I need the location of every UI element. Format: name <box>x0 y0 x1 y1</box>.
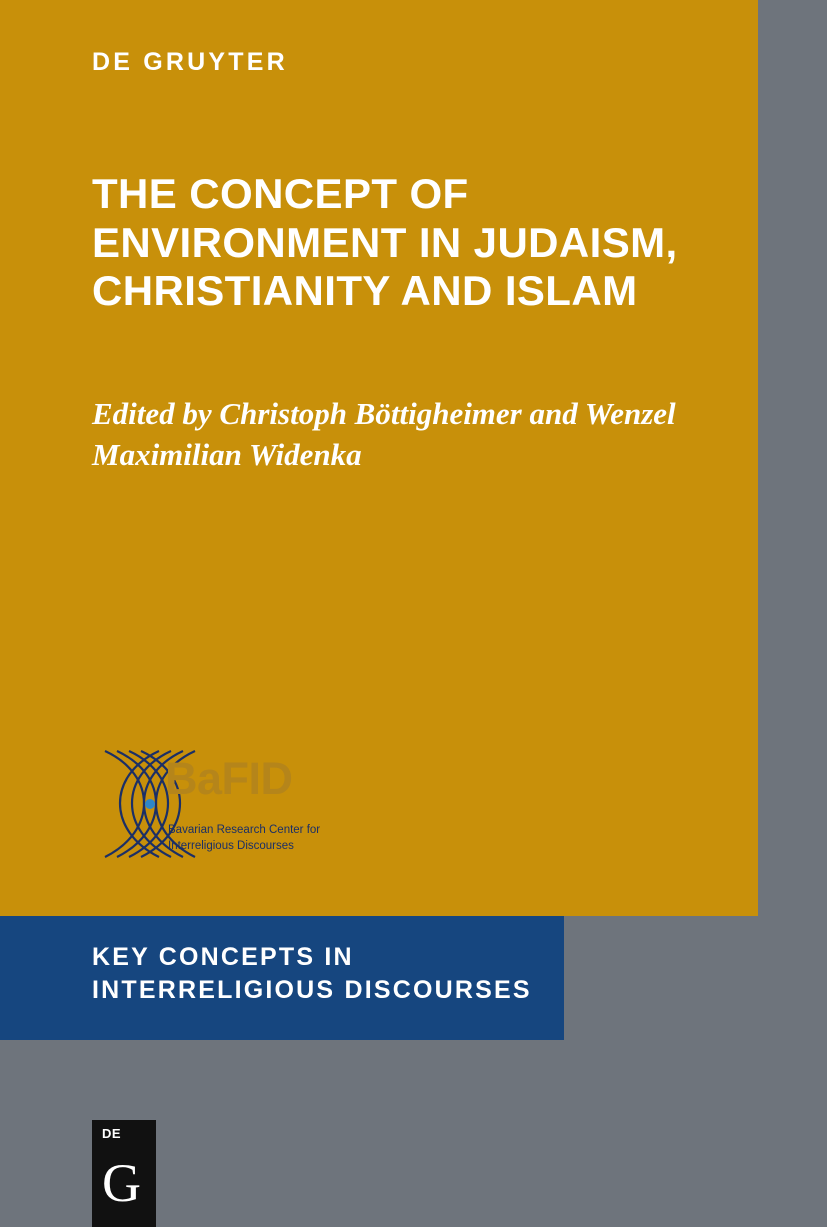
publisher-wordmark: DE GRUYTER <box>92 48 288 76</box>
imprint-g-text: G <box>102 1153 141 1213</box>
bafid-wordmark: BaFID <box>165 753 293 804</box>
imprint-de-text: DE <box>102 1126 122 1141</box>
de-gruyter-imprint-mark <box>92 1120 156 1227</box>
book-title: THE CONCEPT OF ENVIRONMENT IN JUDAISM, CHRISTIANITY AND ISLAM <box>92 170 678 315</box>
series-band <box>0 916 564 1040</box>
bafid-logo <box>95 745 355 865</box>
book-editors: Edited by Christoph Böttigheimer and Wenzel Maximilian Widenka <box>92 396 676 473</box>
bafid-subtitle: Bavarian Research Center for Interreligious Discourses <box>168 824 321 852</box>
series-title: KEY CONCEPTS IN INTERRELIGIOUS DISCOURSES <box>92 943 532 1004</box>
